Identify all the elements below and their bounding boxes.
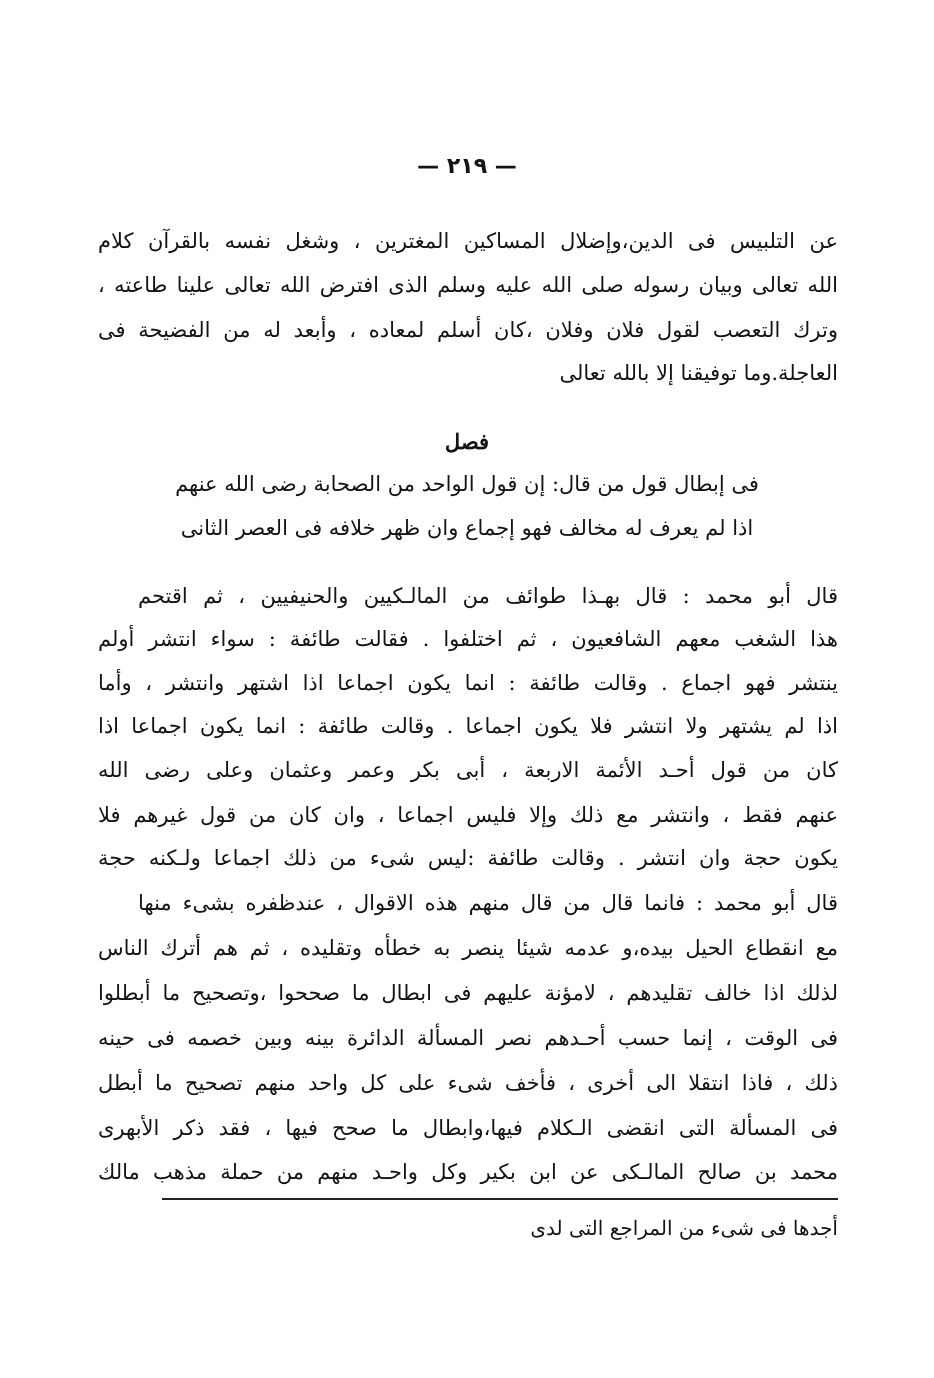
text-line: محمد بن صالح المالـكى عن ابن بكير وكل واحـد منهم من حملة مذهب مالك <box>98 1160 838 1184</box>
text-line: لذلك اذا خالف تقليدهم ، لامؤنة عليهم فى ابطال ما صححوا ،وتصحيح ما أبطلوا <box>98 981 838 1005</box>
section-title-line: اذا لم يعرف له مخالف فهو إجماع وان ظهر خلافه فى العصر الثانى <box>180 516 754 540</box>
text-line: مع انقطاع الحيل بيده،و عدمه شيئا ينصر به خطأه وتقليده ، ثم هم أترك الناس <box>98 936 838 960</box>
text-line: وترك التعصب لقول فلان وفلان ،كان أسلم لمعاده ، وأبعد له من الفضيحة فى <box>98 318 838 342</box>
text-line: عن التلبيس فى الدين،وإضلال المساكين المغترين ، وشغل نفسه بالقرآن كلام <box>98 229 838 253</box>
footnote: أجدها فى شىء من المراجع التى لدى <box>530 1216 838 1240</box>
text-line: فى الوقت ، إنما حسب أحـدهم نصر المسألة الدائرة بينه وبين خصمه فى حينه <box>98 1026 838 1050</box>
text-line: ذلك ، فاذا انتقلا الى أخرى ، فأخف شىء على كل واحد منهم تصحيح ما أبطل <box>98 1071 838 1095</box>
text-line: عنهم فقط ، وانتشر مع ذلك وإلا فليس اجماعا ، وان كان من قول غيرهم فلا <box>98 803 838 827</box>
text-line: قال أبو محمد : قال بهـذا طوائف من المالـكيين والحنيفيين ، ثم اقتحم <box>138 584 838 608</box>
text-line: قال أبو محمد : فانما قال من قال منهم هذه الاقوال ، عندظفره بشىء منها <box>138 891 838 915</box>
text-line: ينتشر فهو اجماع . وقالت طائفة : انما يكون اجماعا اذا اشتهر وانتشر ، وأما <box>98 671 838 695</box>
text-line: كان من قول أحـد الأئمة الاربعة ، أبى بكر وعمر وعثمان وعلى رضى الله <box>98 758 838 782</box>
section-heading: فصل <box>444 429 490 454</box>
text-line: الله تعالى وبيان رسوله صلى الله عليه وسلم الذى افترض الله تعالى علينا طاعته ، <box>98 273 838 297</box>
footnote-separator <box>162 1198 838 1200</box>
text-line: فى المسألة التى انقضى الـكلام فيها،وابطال ما صحح فيها ، فقد ذكر الأبهرى <box>98 1116 838 1140</box>
text-line: اذا لم يشتهر ولا انتشر فلا يكون اجماعا . وقالت طائفة : انما يكون اجماعا اذا <box>98 714 838 738</box>
text-line: هذا الشغب معهم الشافعيون ، ثم اختلفوا . فقالت طائفة : سواء انتشر أولم <box>98 627 838 651</box>
page-number: — ٢١٩ — <box>417 154 517 179</box>
text-line: يكون حجة وان انتشر . وقالت طائفة :ليس شىء من ذلك اجماعا ولـكنه حجة <box>98 846 838 870</box>
section-title-line: فى إبطال قول من قال: إن قول الواحد من الصحابة رضى الله عنهم <box>175 472 759 496</box>
text-line: العاجلة.وما توفيقنا إلا بالله تعالى <box>559 361 838 385</box>
